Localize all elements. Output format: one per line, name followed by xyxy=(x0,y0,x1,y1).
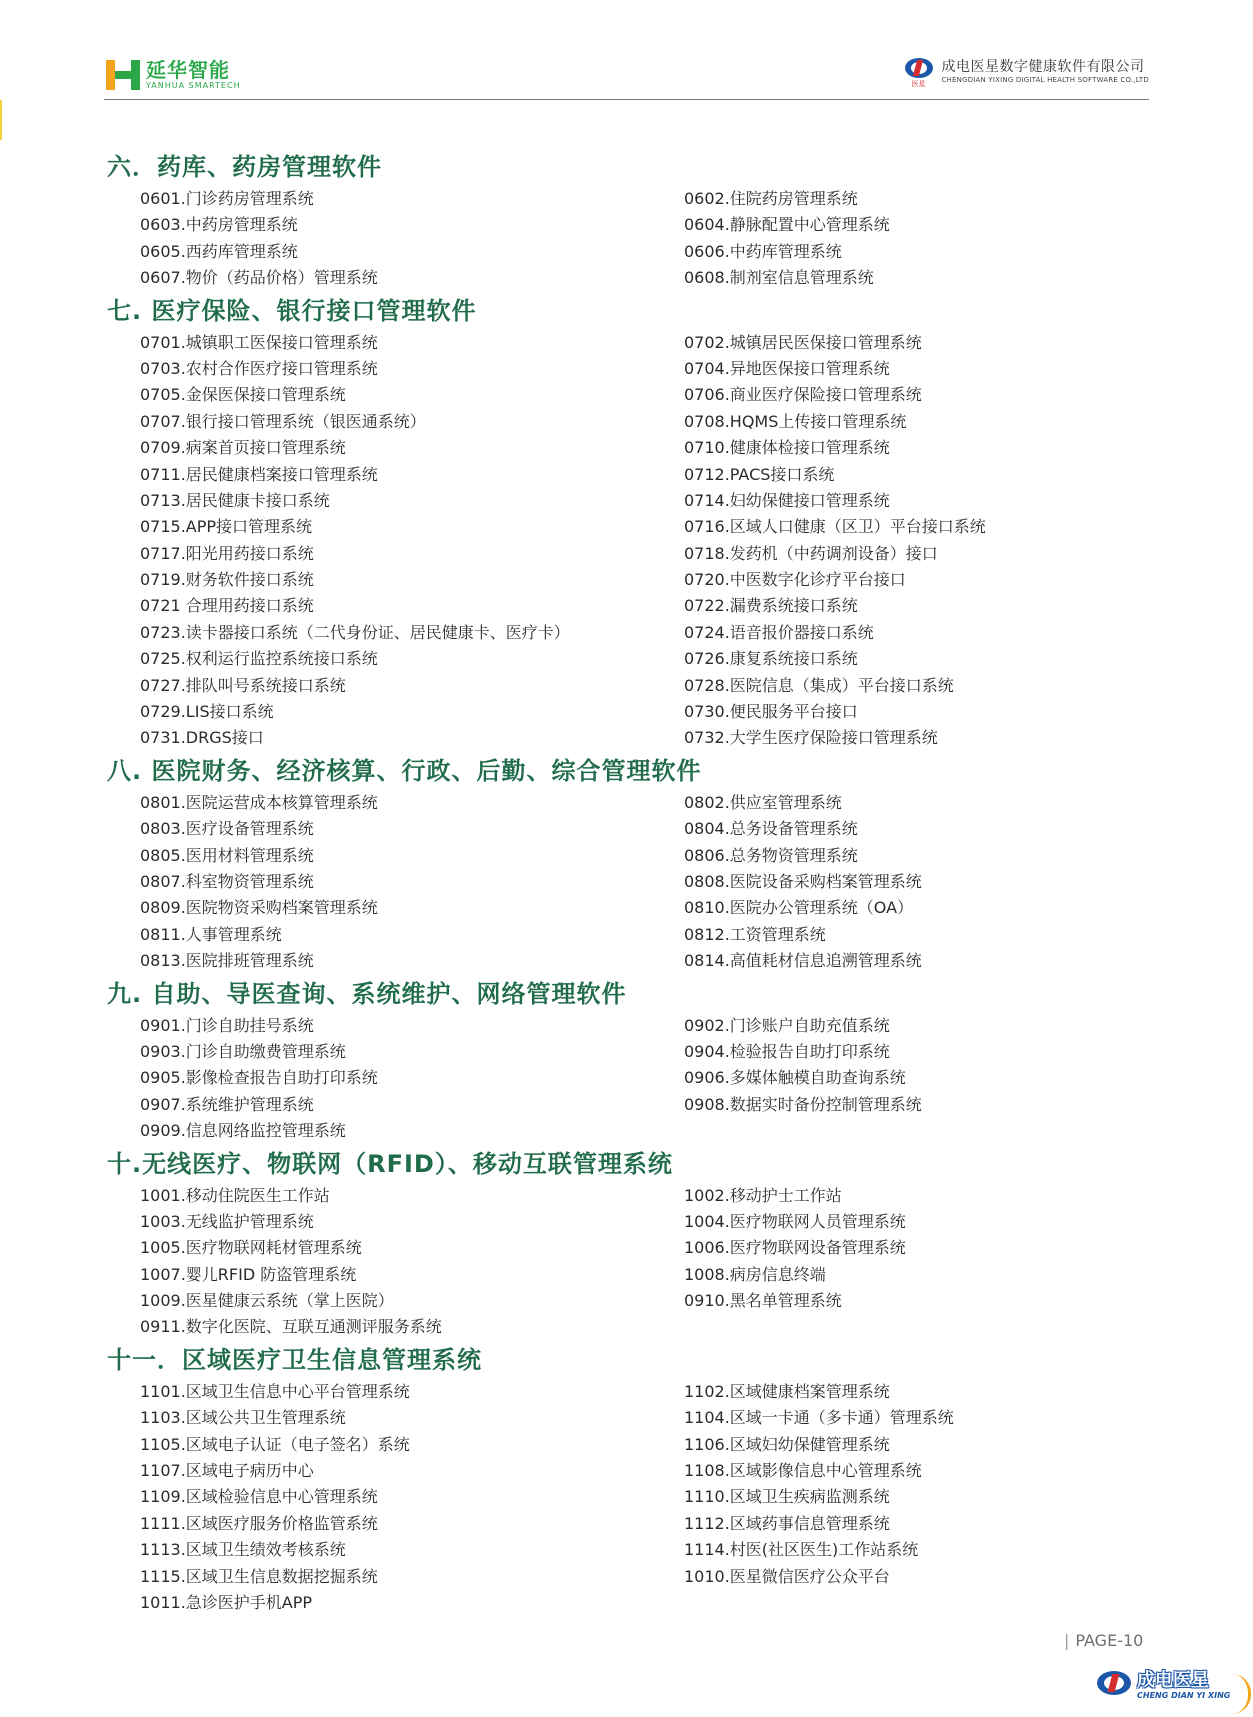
catalog-item: 0803.医疗设备管理系统 xyxy=(140,819,314,839)
catalog-item: 0809.医院物资采购档案管理系统 xyxy=(140,898,378,918)
catalog-item: 0907.系统维护管理系统 xyxy=(140,1094,314,1114)
catalog-item: 0706.商业医疗保险接口管理系统 xyxy=(684,385,922,405)
catalog-item: 0704.异地医保接口管理系统 xyxy=(684,358,890,378)
catalog-item: 0724.语音报价器接口系统 xyxy=(684,622,874,642)
footer-brand-en: CHENG DIAN YI XING xyxy=(1137,1691,1231,1700)
seal-text: 医星 xyxy=(911,80,926,88)
catalog-item: 1104.区域一卡通（多卡通）管理系统 xyxy=(684,1408,954,1428)
catalog-item: 1107.区域电子病历中心 xyxy=(140,1461,314,1481)
section-item-list xyxy=(140,330,1147,752)
catalog-item: 1011.急诊医护手机APP xyxy=(140,1592,313,1612)
catalog-item: 0910.黑名单管理系统 xyxy=(684,1291,842,1311)
catalog-item: 1115.区域卫生信息数据挖掘系统 xyxy=(140,1566,378,1586)
catalog-item: 0728.医院信息（集成）平台接口系统 xyxy=(684,675,954,695)
page-label: PAGE-10 xyxy=(1075,1631,1144,1650)
catalog-item: 0703.农村合作医疗接口管理系统 xyxy=(140,358,378,378)
catalog-item: 0810.医院办公管理系统（OA） xyxy=(684,898,914,918)
catalog-item: 0807.科室物资管理系统 xyxy=(140,871,314,891)
chengdian-logo xyxy=(905,58,1149,86)
catalog-item: 1113.区域卫生绩效考核系统 xyxy=(140,1540,346,1560)
catalog-item: 1001.移动住院医生工作站 xyxy=(140,1185,330,1205)
catalog-item: 1114.村医(社区医生)工作站系统 xyxy=(684,1540,919,1560)
catalog-item: 0714.妇幼保健接口管理系统 xyxy=(684,490,890,510)
catalog-item: 0601.门诊药房管理系统 xyxy=(140,189,314,208)
catalog-item: 0901.门诊自助挂号系统 xyxy=(140,1015,314,1035)
corner-swirl-decoration xyxy=(1232,1674,1251,1714)
catalog-item: 1010.医星微信医疗公众平台 xyxy=(684,1566,890,1586)
left-edge-accent xyxy=(0,100,2,140)
catalog-item: 1112.区域药事信息管理系统 xyxy=(684,1513,890,1533)
yanhua-brand-cn: 延华智能 xyxy=(146,58,230,82)
catalog-item: 0725.权利运行监控系统接口系统 xyxy=(140,649,378,669)
company-name-en: CHENGDIAN YIXING DIGITAL HEALTH SOFTWARE CO.,LTD xyxy=(941,76,1149,84)
catalog-item: 0723.读卡器接口系统（二代身份证、居民健康卡、医疗卡） xyxy=(140,622,570,642)
page-separator: | xyxy=(1064,1631,1070,1650)
catalog-item: 0606.中药库管理系统 xyxy=(684,241,842,261)
catalog-item: 0811.人事管理系统 xyxy=(140,924,282,944)
catalog-item: 1108.区域影像信息中心管理系统 xyxy=(684,1461,922,1481)
section-item-list xyxy=(140,790,1147,975)
catalog-item: 0709.病案首页接口管理系统 xyxy=(140,438,346,458)
catalog-item: 0813.医院排班管理系统 xyxy=(140,951,314,971)
footer-brand-cn: 成电医星 xyxy=(1137,1670,1209,1691)
catalog-item: 0710.健康体检接口管理系统 xyxy=(684,438,890,458)
catalog-item: 0605.西药库管理系统 xyxy=(140,241,298,261)
catalog-item: 1101.区域卫生信息中心平台管理系统 xyxy=(140,1381,410,1401)
catalog-item: 0604.静脉配置中心管理系统 xyxy=(684,215,890,235)
catalog-item: 0727.排队叫号系统接口系统 xyxy=(140,675,346,695)
catalog-item: 0722.漏费系统接口系统 xyxy=(684,596,858,616)
catalog-item: 0732.大学生医疗保险接口管理系统 xyxy=(684,728,938,748)
section-title: 八. 医院财务、经济核算、行政、后勤、综合管理软件 xyxy=(107,756,702,785)
catalog-item: 1103.区域公共卫生管理系统 xyxy=(140,1408,346,1428)
catalog-item: 0812.工资管理系统 xyxy=(684,924,826,944)
header-divider xyxy=(104,99,1149,100)
catalog-item: 0911.数字化医院、互联互通测评服务系统 xyxy=(140,1317,442,1337)
catalog-item: 0708.HQMS上传接口管理系统 xyxy=(684,411,907,431)
section-title: 六．药库、药房管理软件 xyxy=(107,153,382,181)
catalog-item: 0602.住院药房管理系统 xyxy=(684,189,858,208)
page-header xyxy=(0,0,1253,110)
catalog-item: 0802.供应室管理系统 xyxy=(684,792,842,812)
catalog-item: 0801.医院运营成本核算管理系统 xyxy=(140,792,378,812)
catalog-item: 1009.医星健康云系统（掌上医院） xyxy=(140,1291,394,1311)
section-title: 七. 医疗保险、银行接口管理软件 xyxy=(107,296,477,325)
catalog-item: 0715.APP接口管理系统 xyxy=(140,517,313,537)
catalog-item: 0719.财务软件接口系统 xyxy=(140,570,314,590)
catalog-item: 0808.医院设备采购档案管理系统 xyxy=(684,871,922,891)
catalog-item: 0720.中医数字化诊疗平台接口 xyxy=(684,570,906,590)
catalog-item: 1105.区域电子认证（电子签名）系统 xyxy=(140,1434,410,1454)
catalog-item: 0717.阳光用药接口系统 xyxy=(140,543,314,563)
catalog-item: 1110.区域卫生疾病监测系统 xyxy=(684,1487,890,1507)
catalog-item: 1106.区域妇幼保健管理系统 xyxy=(684,1434,890,1454)
catalog-item: 0903.门诊自助缴费管理系统 xyxy=(140,1041,346,1061)
catalog-item: 1008.病房信息终端 xyxy=(684,1264,826,1284)
page-number xyxy=(1064,1631,1143,1650)
section-title: 十一．区域医疗卫生信息管理系统 xyxy=(107,1345,482,1374)
catalog-item: 1006.医疗物联网设备管理系统 xyxy=(684,1238,906,1258)
catalog-item: 0814.高值耗材信息追溯管理系统 xyxy=(684,951,922,971)
catalog-section xyxy=(107,148,1147,292)
catalog-item: 0726.康复系统接口系统 xyxy=(684,649,858,669)
catalog-item: 0906.多媒体触模自助查询系统 xyxy=(684,1068,906,1088)
catalog-item: 1005.医疗物联网耗材管理系统 xyxy=(140,1238,362,1258)
catalog-item: 0721 合理用药接口系统 xyxy=(140,596,314,616)
catalog-item: 0805.医用材料管理系统 xyxy=(140,845,314,865)
catalog-content xyxy=(107,148,1147,1616)
catalog-section xyxy=(107,1341,1147,1617)
catalog-item: 0608.制剂室信息管理系统 xyxy=(684,268,874,288)
footer-logo xyxy=(1097,1671,1230,1701)
catalog-item: 0804.总务设备管理系统 xyxy=(684,819,858,839)
section-item-list xyxy=(140,1379,1147,1617)
catalog-item: 0909.信息网络监控管理系统 xyxy=(140,1121,346,1141)
company-name-cn: 成电医星数字健康软件有限公司 xyxy=(941,59,1145,75)
catalog-section xyxy=(107,292,1147,752)
catalog-item: 0716.区域人口健康（区卫）平台接口系统 xyxy=(684,517,986,537)
catalog-item: 1004.医疗物联网人员管理系统 xyxy=(684,1211,906,1231)
catalog-item: 0712.PACS接口系统 xyxy=(684,464,835,484)
catalog-item: 0806.总务物资管理系统 xyxy=(684,845,858,865)
catalog-item: 0603.中药房管理系统 xyxy=(140,215,298,235)
catalog-item: 1102.区域健康档案管理系统 xyxy=(684,1381,890,1401)
section-item-list xyxy=(140,186,1147,292)
catalog-item: 0711.居民健康档案接口管理系统 xyxy=(140,464,378,484)
footer-logo-icon xyxy=(1097,1671,1133,1701)
yanhua-logo-icon xyxy=(106,58,140,92)
catalog-item: 0730.便民服务平台接口 xyxy=(684,702,858,722)
catalog-item: 0713.居民健康卡接口系统 xyxy=(140,490,330,510)
catalog-section xyxy=(107,975,1147,1145)
catalog-item: 0729.LIS接口系统 xyxy=(140,702,274,722)
catalog-section xyxy=(107,1145,1147,1341)
catalog-item: 0908.数据实时备份控制管理系统 xyxy=(684,1094,922,1114)
catalog-item: 0607.物价（药品价格）管理系统 xyxy=(140,268,378,288)
yanhua-brand-en: YANHUA SMARTECH xyxy=(146,81,241,90)
catalog-item: 0902.门诊账户自助充值系统 xyxy=(684,1015,890,1035)
section-title: 九. 自助、导医查询、系统维护、网络管理软件 xyxy=(107,979,627,1008)
catalog-item: 0718.发药机（中药调剂设备）接口 xyxy=(684,543,938,563)
catalog-item: 0905.影像检查报告自助打印系统 xyxy=(140,1068,378,1088)
catalog-item: 0731.DRGS接口 xyxy=(140,728,264,748)
section-item-list xyxy=(140,1013,1147,1145)
catalog-section xyxy=(107,752,1147,975)
catalog-item: 1003.无线监护管理系统 xyxy=(140,1211,314,1231)
catalog-item xyxy=(684,1314,1180,1340)
chengdian-logo-icon xyxy=(905,58,935,86)
catalog-item: 0702.城镇居民医保接口管理系统 xyxy=(684,332,922,352)
catalog-item: 0705.金保医保接口管理系统 xyxy=(140,385,346,405)
yanhua-logo xyxy=(106,58,241,92)
section-item-list xyxy=(140,1183,1147,1341)
catalog-item: 1111.区域医疗服务价格监管系统 xyxy=(140,1513,378,1533)
catalog-item xyxy=(684,1590,1180,1616)
catalog-item: 0701.城镇职工医保接口管理系统 xyxy=(140,332,378,352)
catalog-item: 0904.检验报告自助打印系统 xyxy=(684,1041,890,1061)
catalog-item: 0707.银行接口管理系统（银医通系统） xyxy=(140,411,426,431)
catalog-item: 1002.移动护士工作站 xyxy=(684,1185,842,1205)
catalog-item xyxy=(684,1118,1180,1144)
catalog-item: 1007.婴儿RFID 防盗管理系统 xyxy=(140,1264,357,1284)
catalog-item: 1109.区域检验信息中心管理系统 xyxy=(140,1487,378,1507)
section-title: 十.无线医疗、物联网（RFID）、移动互联管理系统 xyxy=(107,1149,673,1178)
